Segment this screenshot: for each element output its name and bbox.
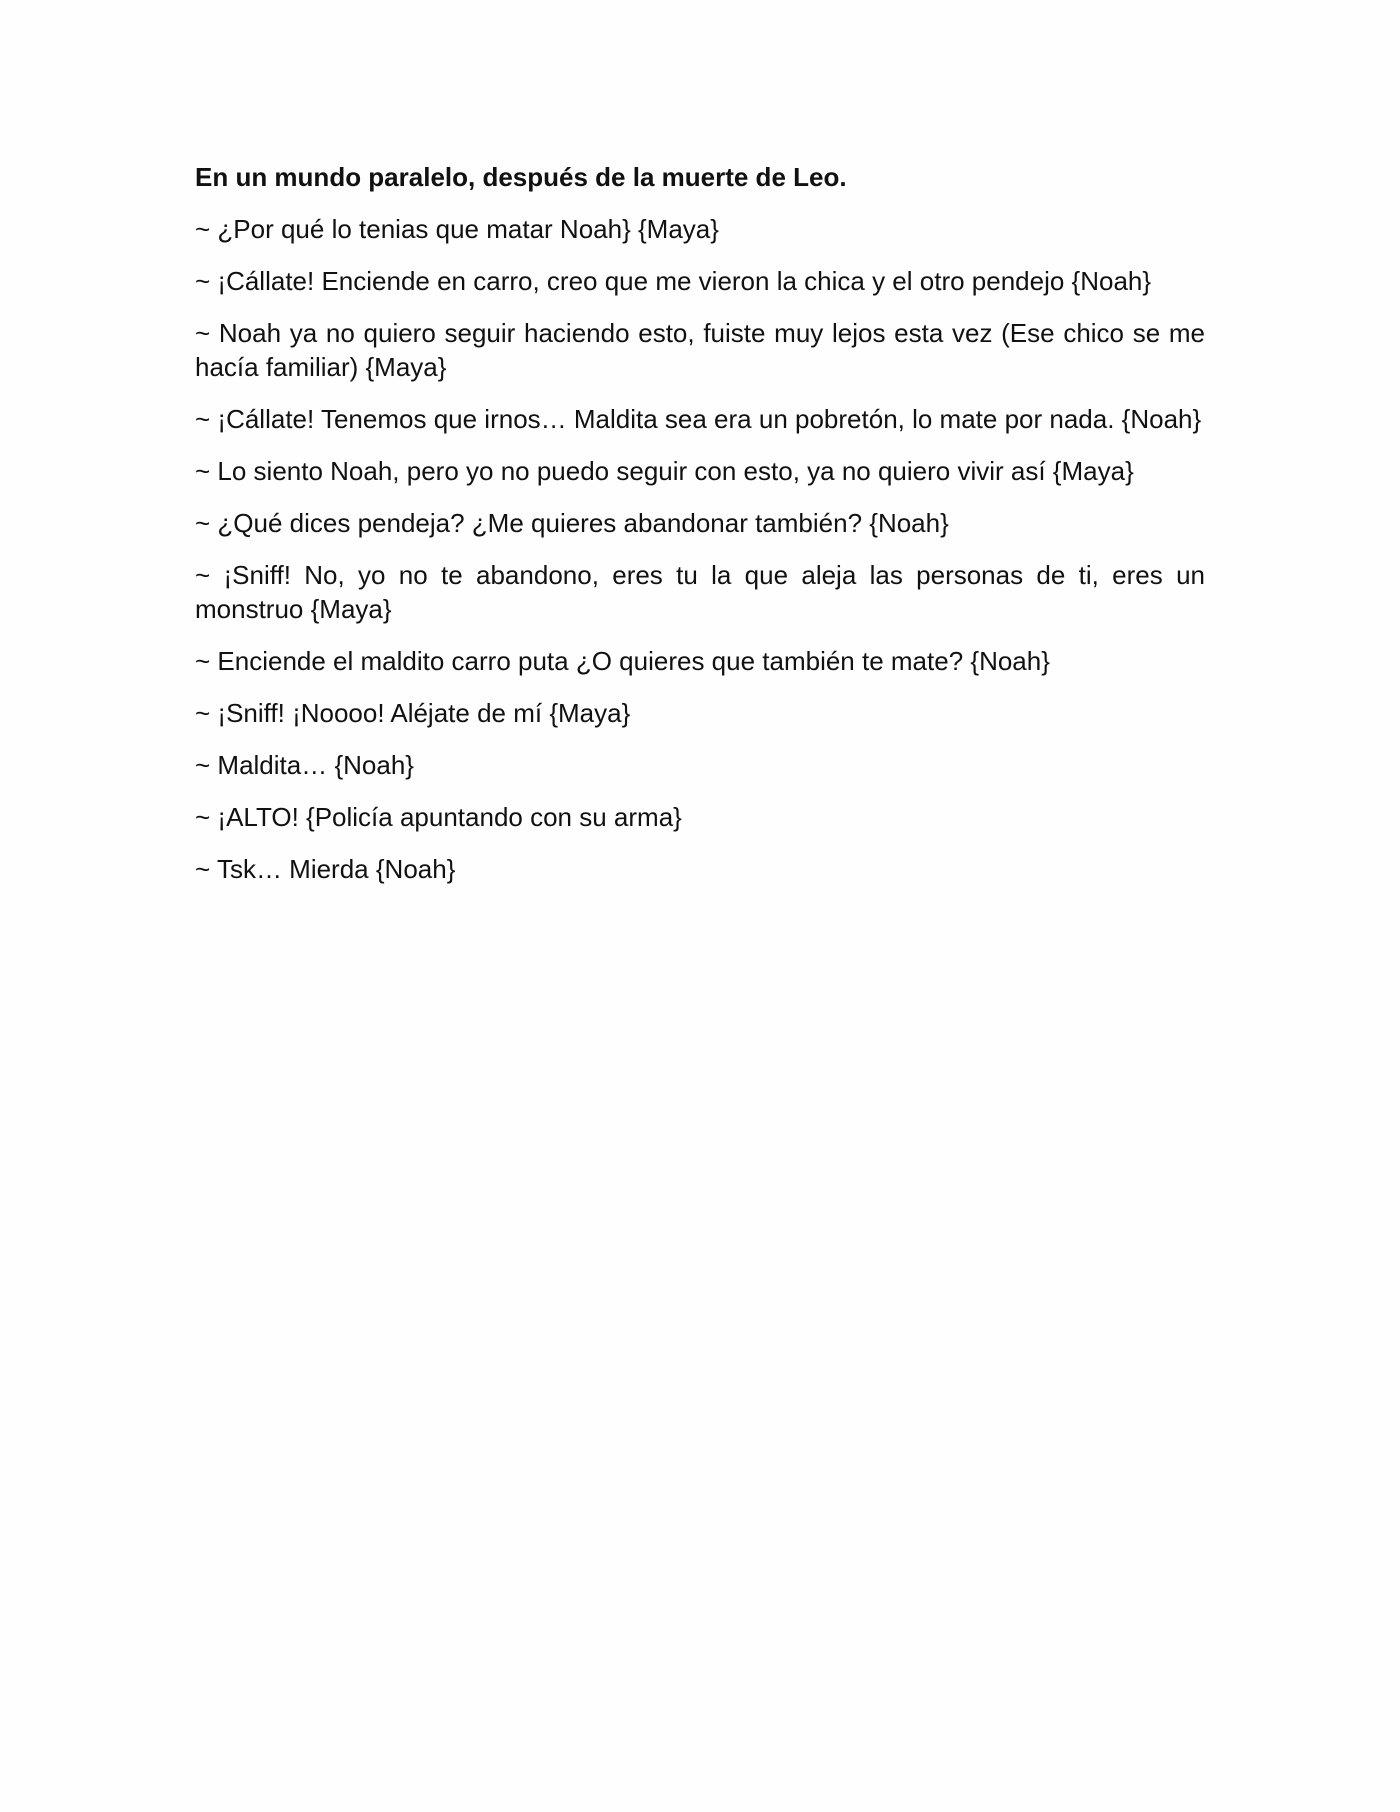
dialogue-line: ~ ¿Por qué lo tenias que matar Noah} {Maya} <box>195 214 719 244</box>
dialogue-line: ~ Lo siento Noah, pero yo no puedo seguir con esto, ya no quiero vivir así {Maya} <box>195 456 1134 486</box>
dialogue-line: ~ Tsk… Mierda {Noah} <box>195 854 456 884</box>
document-body <box>195 160 1205 904</box>
dialogue-line: ~ Maldita… {Noah} <box>195 750 414 780</box>
dialogue-line: ~ Enciende el maldito carro puta ¿O quieres que también te mate? {Noah} <box>195 646 1050 676</box>
dialogue-line: ~ ¡ALTO! {Policía apuntando con su arma} <box>195 802 682 832</box>
dialogue-line: ~ ¿Qué dices pendeja? ¿Me quieres abandonar también? {Noah} <box>195 508 949 538</box>
dialogue-line: ~ Noah ya no quiero seguir haciendo esto, fuiste muy lejos esta vez (Ese chico se me hacía familiar) {Maya} <box>195 318 1205 382</box>
dialogue-line: ~ ¡Sniff! ¡Noooo! Aléjate de mí {Maya} <box>195 698 631 728</box>
dialogue-line: ~ ¡Sniff! No, yo no te abandono, eres tu la que aleja las personas de ti, eres un monstruo {Maya} <box>195 560 1205 624</box>
document-title: En un mundo paralelo, después de la muerte de Leo. <box>195 162 847 192</box>
dialogue-line: ~ ¡Cállate! Enciende en carro, creo que me vieron la chica y el otro pendejo {Noah} <box>195 266 1152 296</box>
dialogue-line: ~ ¡Cállate! Tenemos que irnos… Maldita sea era un pobretón, lo mate por nada. {Noah} <box>195 404 1202 434</box>
